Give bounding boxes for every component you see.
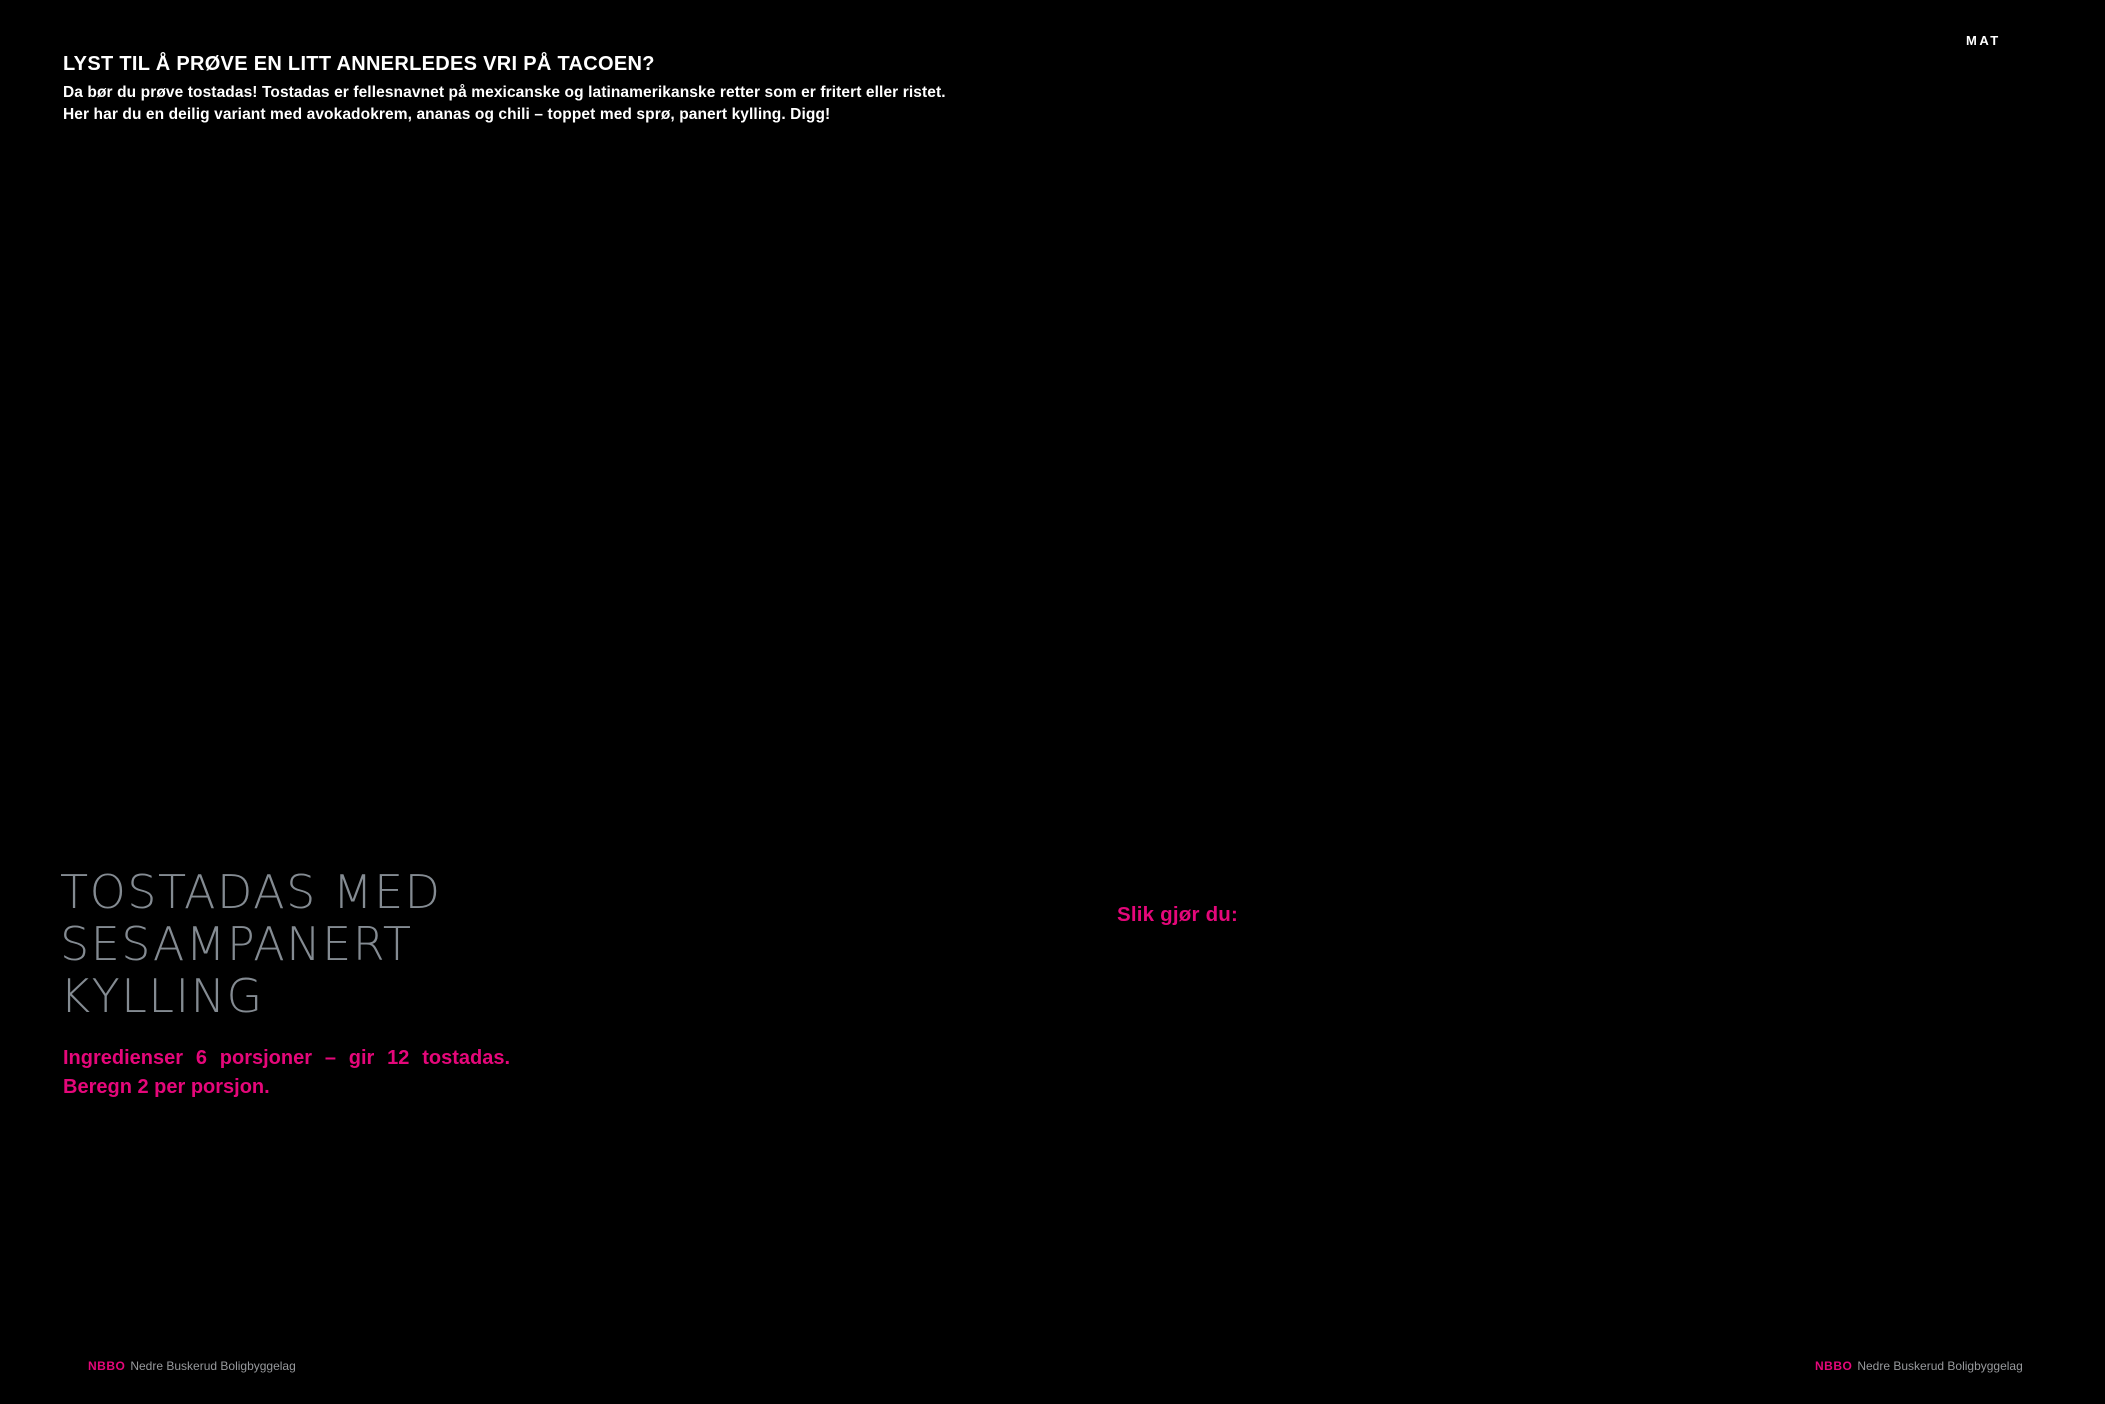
intro-paragraph-line-2: Her har du en deilig variant med avokadokrem, ananas og chili – toppet med sprø, panert kylling. Digg!	[63, 106, 831, 123]
footer-left-org-name: Nedre Buskerud Boligbyggelag	[130, 1359, 296, 1373]
ingredients-intro-line-2: Beregn 2 per porsjon.	[63, 1076, 270, 1098]
footer-right	[1815, 1359, 2023, 1374]
recipe-title-line-1: TOSTADAS MED	[60, 865, 442, 919]
intro-block	[63, 52, 1023, 126]
category-tag: MAT	[1966, 33, 2001, 48]
intro-heading: LYST TIL Å PRØVE EN LITT ANNERLEDES VRI PÅ TACOEN?	[63, 53, 655, 75]
footer-right-brand-logo: NBBO	[1815, 1359, 1853, 1373]
footer-right-org-name: Nedre Buskerud Boligbyggelag	[1857, 1359, 2023, 1373]
recipe-title	[60, 866, 442, 1022]
ingredients-intro	[63, 1044, 510, 1102]
intro-paragraph-line-1: Da bør du prøve tostadas! Tostadas er fellesnavnet på mexicanske og latinamerikanske retter som er fritert eller ristet.	[63, 84, 946, 101]
footer-left	[88, 1359, 296, 1374]
ingredients-intro-line-1: Ingredienser 6 porsjoner – gir 12 tostadas.	[63, 1047, 510, 1069]
footer-left-brand-logo: NBBO	[88, 1359, 126, 1373]
recipe-title-line-3: KYLLING	[60, 969, 264, 1023]
steps-heading: Slik gjør du:	[1117, 903, 1239, 926]
recipe-title-line-2: SESAMPANERT	[60, 917, 413, 971]
